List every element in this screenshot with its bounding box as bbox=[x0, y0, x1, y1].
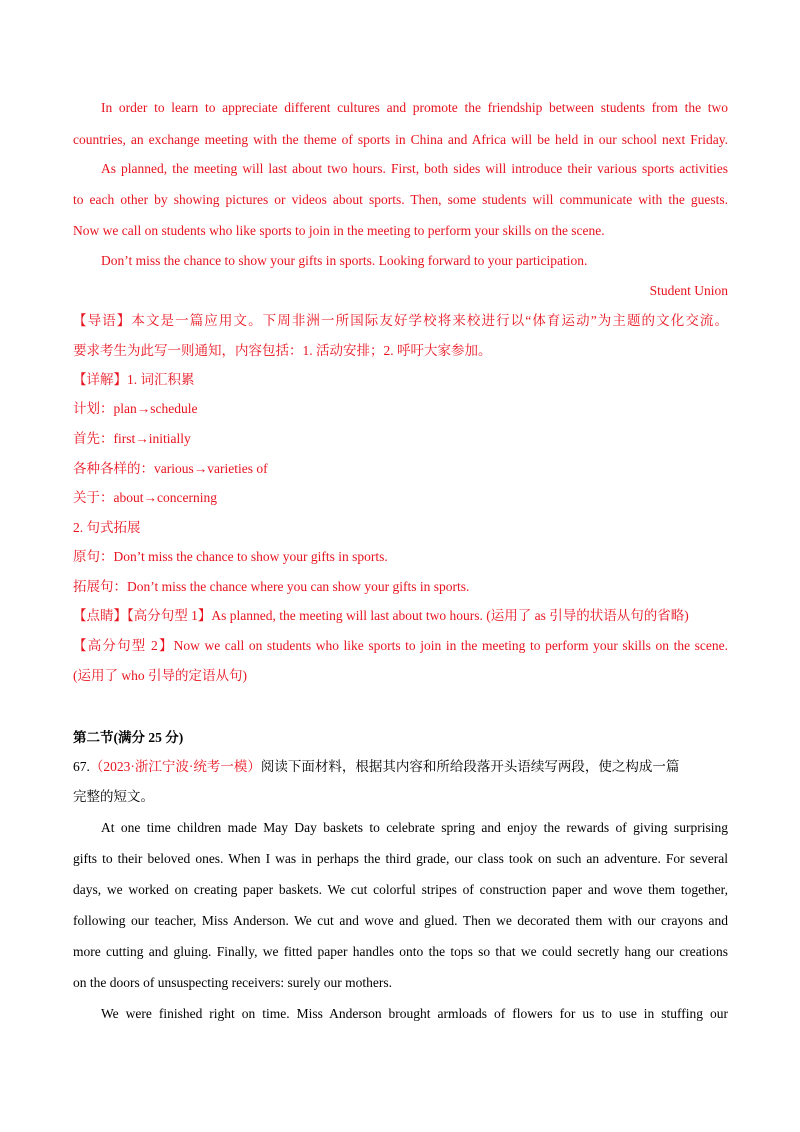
story-line-5: more cutting and gluing. Finally, we fitted paper handles onto the tops so that we could secretly hang our creations bbox=[73, 944, 728, 959]
highlight-pattern-2-line-2: (运用了 who 引导的定语从句) bbox=[73, 668, 247, 683]
notice-paragraph-2-line-3: Now we call on students who like sports to join in the meeting to perform your skills on the scene. bbox=[73, 223, 605, 238]
question-line-1 bbox=[73, 757, 728, 777]
question-number: 67. bbox=[73, 759, 90, 774]
vocab-item-3: 各种各样的：various→varieties of bbox=[73, 461, 268, 476]
notice-paragraph-1-line-2: countries, an exchange meeting with the theme of sports in China and Africa will be held in our school next Friday. bbox=[73, 132, 728, 147]
story-line-2: gifts to their beloved ones. When I was in perhaps the third grade, our class took on such an adventure. For several bbox=[73, 851, 728, 866]
story-line-7: We were finished right on time. Miss Anderson brought armloads of flowers for us to use in stuffing our bbox=[101, 1006, 728, 1021]
notice-paragraph-2-line-1: As planned, the meeting will last about two hours. First, both sides will introduce their various sports activities bbox=[101, 161, 728, 176]
question-instruction: 阅读下面材料，根据其内容和所给段落开头语续写两段，使之构成一篇 bbox=[260, 759, 680, 774]
vocab-item-2: 首先：first→initially bbox=[73, 431, 191, 446]
story-line-4: following our teacher, Miss Anderson. We cut and wove and glued. Then we decorated them with our crayons and bbox=[73, 913, 728, 928]
vocab-item-1: 计划：plan→schedule bbox=[73, 401, 198, 416]
notice-paragraph-2-line-2: to each other by showing pictures or videos about sports. Then, some students will communicate with the guests. bbox=[73, 192, 728, 207]
story-line-1: At one time children made May Day baskets to celebrate spring and enjoy the rewards of giving surprising bbox=[101, 820, 728, 835]
original-sentence: 原句：Don’t miss the chance to show your gifts in sports. bbox=[73, 549, 388, 564]
expanded-sentence: 拓展句：Don’t miss the chance where you can show your gifts in sports. bbox=[73, 579, 470, 594]
notice-paragraph-3-line-1: Don’t miss the chance to show your gifts in sports. Looking forward to your participation. bbox=[101, 253, 588, 268]
question-line-2: 完整的短文。 bbox=[73, 789, 154, 804]
highlight-pattern-2-line-1: 【高分句型 2】Now we call on students who like sports to join in the meeting to perform your skills on the scene. bbox=[73, 638, 728, 653]
story-line-6: on the doors of unsuspecting receivers: surely our mothers. bbox=[73, 975, 393, 990]
guide-line-1: 【导语】本文是一篇应用文。下周非洲一所国际友好学校将来校进行以“体育运动”为主题的文化交流。 bbox=[73, 313, 728, 328]
question-source: （2023·浙江宁波·统考一模） bbox=[89, 759, 261, 774]
notice-signature: Student Union bbox=[649, 283, 728, 298]
sentence-heading: 2. 句式拓展 bbox=[73, 520, 141, 535]
notice-paragraph-1-line-1: In order to learn to appreciate different cultures and promote the friendship between students from the two bbox=[101, 100, 728, 115]
detail-heading: 【详解】1. 词汇积累 bbox=[73, 372, 195, 387]
vocab-item-4: 关于：about→concerning bbox=[73, 490, 217, 505]
highlight-pattern-1: 【点睛】【高分句型 1】As planned, the meeting will last about two hours. (运用了 as 引导的状语从句的省略) bbox=[73, 608, 689, 623]
section-heading: 第二节(满分 25 分) bbox=[73, 730, 184, 745]
story-line-3: days, we worked on creating paper baskets. We cut colorful stripes of construction paper and wove them together, bbox=[73, 882, 728, 897]
guide-line-2: 要求考生为此写一则通知，内容包括：1. 活动安排；2. 呼吁大家参加。 bbox=[73, 343, 492, 358]
